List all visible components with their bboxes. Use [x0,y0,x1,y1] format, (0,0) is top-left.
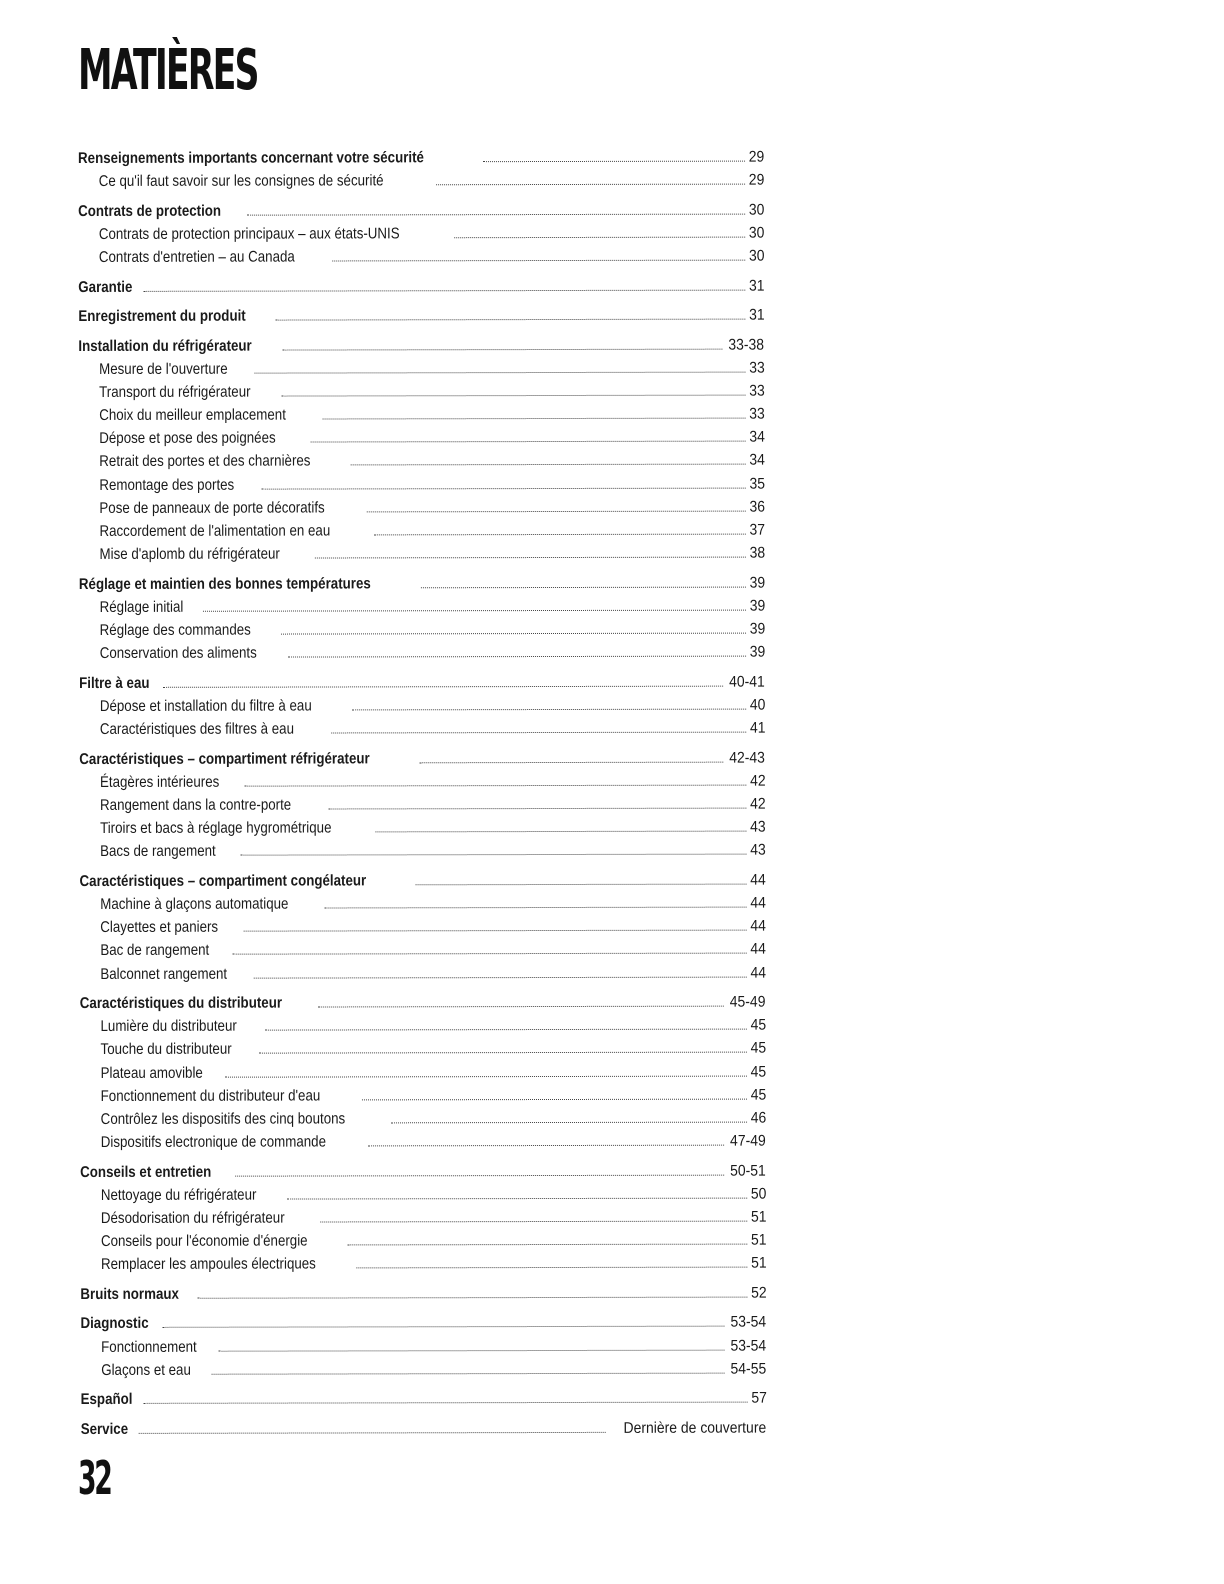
dot-leader [391,1122,747,1124]
toc-section-entry [81,1387,767,1412]
toc-entry-page: 30 [748,224,765,242]
toc-subsection-entry [80,1060,766,1085]
dot-leader [288,1197,747,1199]
dot-leader [362,1098,747,1100]
toc-subsection-entry [79,816,765,841]
toc-section-entry [81,1416,767,1441]
toc-subsection-entry [80,938,766,963]
toc-entry-page: 38 [749,544,765,562]
toc-entry-label: Désodorisation du réfrigérateur [100,1209,285,1227]
toc-subsection-entry [79,542,765,567]
toc-entry-label: Caractéristiques du distributeur [79,994,283,1013]
toc-subsection-entry [78,356,764,381]
dot-leader [254,371,745,373]
toc-entry-page: 29 [748,171,765,189]
toc-subsection-entry [79,769,765,794]
toc-entry-label: Touche du distributeur [100,1041,232,1059]
toc-entry-page: 44 [750,894,766,912]
toc-entry-page: 31 [748,306,765,324]
toc-subsection-entry [80,1037,766,1062]
toc-entry-label: Fonctionnement [101,1338,197,1356]
toc-entry-label: Réglage et maintien des bonnes températures [78,575,371,593]
toc-entry-page: 47-49 [730,1132,767,1150]
toc-entry-page: 37 [749,521,765,539]
toc-entry-page: 35 [749,475,765,493]
toc-subsection-entry [79,641,765,666]
toc-entry-label: Balconnet rangement [100,965,228,983]
dot-leader [245,784,747,786]
toc-subsection-entry [78,169,764,194]
toc-entry-label: Español [80,1391,133,1409]
dot-leader [310,441,745,443]
toc-subsection-entry [79,618,765,643]
toc-entry-page: 54-55 [730,1360,767,1378]
toc-entry-page: 45 [750,1016,766,1034]
toc-subsection-entry [80,1083,766,1108]
toc-section-entry [78,198,764,223]
dot-leader [351,464,746,466]
toc-entry-page: 57 [751,1389,767,1407]
toc-entry-label: Diagnostic [80,1315,149,1333]
toc-entry-page: 36 [749,498,765,516]
dot-leader [333,260,745,262]
dot-leader [218,1349,725,1351]
toc-subsection-entry [80,1107,766,1132]
dot-leader [163,685,723,687]
toc-entry-page: 50 [750,1185,767,1203]
toc-entry-page: 39 [749,574,765,592]
toc-entry-label: Conseils pour l'économie d'énergie [100,1232,308,1251]
toc-section-entry [78,304,764,329]
toc-section-entry [78,274,764,299]
dot-leader [322,418,745,420]
toc-entry-label: Conservation des aliments [99,644,257,663]
dot-leader [357,1267,747,1269]
toc-entry-page: 44 [750,940,766,958]
toc-entry-page: 39 [749,597,765,615]
toc-entry-label: Caractéristiques – compartiment réfrigérateur [79,749,370,768]
toc-entry-page: 34 [749,428,765,446]
toc-section-entry [80,1281,766,1306]
toc-subsection-entry [78,245,764,270]
toc-entry-label: Mesure de l'ouverture [99,360,228,378]
toc-entry-page: 45 [750,1063,766,1081]
toc-entry-label: Lumière du distributeur [100,1017,237,1036]
toc-subsection-entry [79,693,765,718]
toc-entry-label: Filtre à eau [79,674,150,692]
toc-entry-label: Caractéristiques des filtres à eau [99,720,294,739]
toc-entry-page: 52 [750,1284,767,1302]
toc-entry-label: Pose de panneaux de porte décoratifs [99,499,325,517]
dot-leader [233,953,747,955]
toc-entry-page: 45 [750,1086,767,1104]
toc-entry-page: 33 [748,359,765,377]
toc-entry-label: Clayettes et paniers [100,918,219,937]
toc-entry-page: 29 [748,148,765,166]
toc-subsection-entry [80,1252,766,1277]
toc-section-entry [79,670,765,695]
toc-subsection-entry [78,221,764,246]
dot-leader [328,808,746,810]
toc-entry-label: Renseignements importants concernant votre sécurité [78,149,424,167]
dot-leader [203,609,746,611]
dot-leader [317,1006,724,1008]
toc-entry-page: 41 [749,719,766,737]
toc-subsection-entry [79,519,765,544]
toc-subsection-entry [80,892,766,917]
toc-entry-label: Machine à glaçons automatique [100,895,289,913]
toc-entry-page: 42 [749,772,766,790]
toc-entry-page: 39 [749,643,766,661]
toc-entry-label: Remplacer les ampoules électriques [100,1255,316,1274]
toc-entry-page: 45 [750,1039,766,1058]
toc-entry-label: Conseils et entretien [80,1163,212,1181]
toc-section-entry [78,333,764,358]
toc-entry-label: Contrats d'entretien – au Canada [98,248,295,267]
toc-subsection-entry [80,1182,766,1207]
toc-entry-label: Installation du réfrigérateur [78,337,252,355]
toc-entry-page: 51 [750,1231,767,1249]
dot-leader [352,709,746,711]
toc-entry-label: Transport du réfrigérateur [99,383,251,401]
dot-leader [483,161,745,163]
toc-entry-page: 30 [748,247,765,265]
dot-leader [138,1432,606,1434]
toc-section-entry [79,746,765,771]
dot-leader [367,510,745,512]
toc-subsection-entry [81,1357,767,1382]
toc-entry-page: 50-51 [730,1162,767,1180]
dot-leader [369,1145,725,1147]
toc-subsection-entry [79,449,765,474]
toc-entry-page: 45-49 [730,993,766,1011]
toc-subsection-entry [79,495,765,520]
page-number: 32 [78,1451,111,1505]
dot-leader [265,1029,747,1031]
dot-leader [281,633,745,635]
toc-subsection-entry [80,961,766,986]
toc-section-entry [78,146,764,171]
toc-entry-label: Plateau amovible [100,1064,203,1082]
dot-leader [419,761,723,763]
toc-entry-label: Garantie [78,278,133,296]
toc-entry-page: 39 [749,620,766,638]
toc-entry-label: Raccordement de l'alimentation en eau [99,522,331,540]
toc-entry-label: Bacs de rangement [100,843,216,861]
toc-section-entry [80,868,766,893]
toc-subsection-entry [79,472,765,497]
toc-subsection-entry [80,1334,766,1359]
toc-entry-label: Mise d'aplomb du réfrigérateur [99,545,280,564]
dot-leader [281,394,745,396]
dot-leader [243,930,746,932]
dot-leader [275,319,745,321]
toc-entry-page: 44 [749,871,766,889]
toc-entry-page: 51 [750,1254,767,1272]
toc-entry-label: Rangement dans la contre-porte [100,796,292,814]
toc-entry-label: Choix du meilleur emplacement [99,406,286,425]
dot-leader [421,586,746,588]
toc-subsection-entry [80,1229,766,1254]
toc-subsection-entry [79,594,765,619]
dot-leader [288,656,746,658]
toc-entry-label: Fonctionnement du distributeur d'eau [100,1087,321,1105]
dot-leader [144,289,745,291]
toc-entry-label: Dispositifs electronique de commande [100,1133,326,1152]
toc-entry-label: Réglage des commandes [99,621,251,640]
dot-leader [331,732,746,734]
toc-entry-page: 44 [750,964,766,982]
toc-entry-page: 33 [748,382,765,400]
dot-leader [247,213,745,215]
toc-section-entry [80,1159,766,1184]
toc-entry-page: 40-41 [729,673,766,691]
toc-entry-page: 30 [748,201,765,219]
toc-subsection-entry [79,839,765,864]
dot-leader [282,348,722,350]
toc-entry-page: 31 [748,277,765,295]
dot-leader [375,831,746,833]
toc-entry-label: Ce qu'il faut savoir sur les consignes de sécurité [98,172,384,191]
dot-leader [162,1326,725,1328]
toc-entry-label: Bac de rangement [100,942,210,960]
toc-subsection-entry [78,379,764,404]
dot-leader [254,976,747,978]
dot-leader [320,1221,747,1223]
dot-leader [436,184,745,186]
toc-entry-label: Glaçons et eau [101,1361,191,1379]
toc-entry-label: Retrait des portes et des charnières [99,452,311,471]
toc-entry-label: Contrôlez les dispositifs des cinq boutons [100,1110,346,1128]
toc-entry-page: Dernière de couverture [623,1419,767,1437]
toc-entry-label: Étagères intérieures [99,773,220,791]
toc-entry-page: 33-38 [728,336,765,354]
toc-entry-label: Réglage initial [99,598,184,616]
toc-entry-page: 34 [749,452,765,470]
dot-leader [235,1174,724,1176]
toc-entry-label: Service [80,1420,129,1438]
toc-entry-label: Caractéristiques – compartiment congélateur [79,872,367,890]
dot-leader [225,1075,746,1077]
toc-entry-page: 42 [749,795,766,813]
dot-leader [347,1244,747,1246]
toc-entry-label: Remontage des portes [99,476,235,494]
toc-entry-label: Bruits normaux [80,1285,179,1303]
toc-entry-page: 53-54 [730,1313,767,1332]
toc-entry-label: Contrats de protection principaux – aux états-UNIS [98,225,400,243]
table-of-contents [78,146,767,1447]
dot-leader [240,854,746,856]
toc-subsection-entry [80,1206,766,1231]
toc-entry-page: 43 [749,818,766,836]
toc-entry-page: 51 [750,1208,767,1226]
dot-leader [325,907,746,909]
toc-subsection-entry [79,793,765,818]
toc-section-entry [80,991,766,1016]
dot-leader [143,1402,747,1404]
dot-leader [211,1372,725,1374]
dot-leader [197,1296,747,1298]
toc-entry-page: 42-43 [729,749,766,767]
toc-entry-label: Dépose et pose des poignées [99,429,276,448]
toc-entry-page: 44 [750,917,766,935]
toc-entry-label: Nettoyage du réfrigérateur [100,1186,257,1204]
toc-entry-page: 43 [749,841,766,859]
page-title: MATIÈRES [78,38,258,103]
toc-subsection-entry [80,1130,766,1155]
toc-section-entry [80,1311,766,1336]
toc-entry-label: Dépose et installation du filtre à eau [99,697,312,715]
toc-subsection-entry [79,426,765,451]
toc-entry-page: 33 [749,405,765,423]
toc-subsection-entry [79,717,765,742]
toc-subsection-entry [80,915,766,940]
toc-entry-label: Contrats de protection [78,202,222,220]
toc-subsection-entry [79,403,765,428]
dot-leader [262,487,745,489]
dot-leader [374,534,746,536]
toc-section-entry [79,571,765,596]
dot-leader [315,557,746,559]
toc-entry-page: 53-54 [730,1337,767,1355]
toc-subsection-entry [80,1014,766,1039]
toc-entry-label: Enregistrement du produit [78,307,246,326]
dot-leader [415,883,746,885]
dot-leader [259,1052,747,1054]
toc-entry-page: 40 [749,696,766,714]
dot-leader [454,236,744,238]
toc-entry-label: Tiroirs et bacs à réglage hygrométrique [100,819,332,838]
toc-entry-page: 46 [750,1109,767,1127]
